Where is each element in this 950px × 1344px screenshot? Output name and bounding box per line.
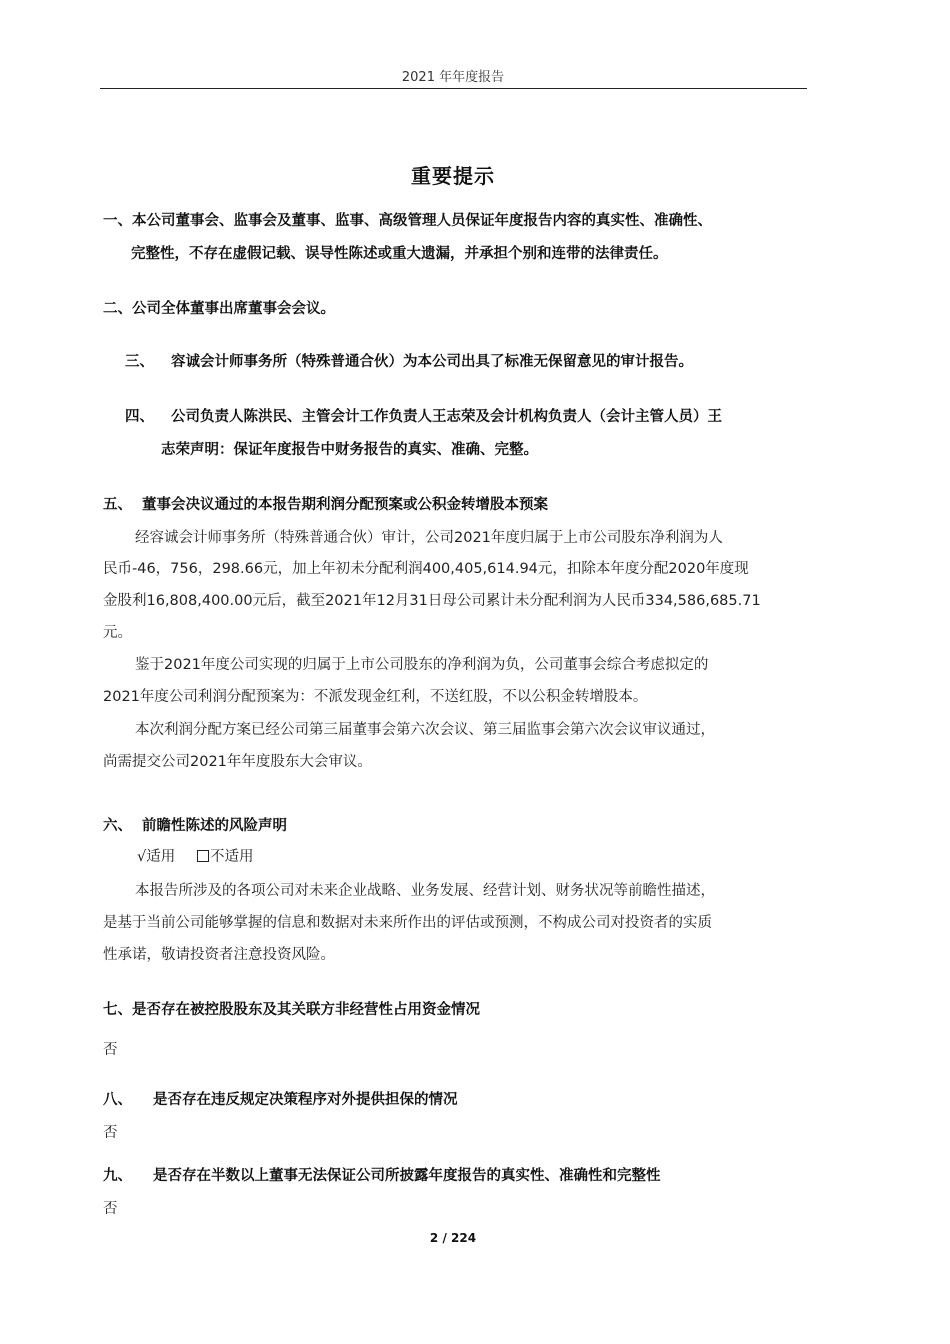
section-4-number: 四、 [125, 409, 154, 425]
empty-checkbox-icon [197, 850, 209, 862]
page-title: 重要提示 [411, 164, 495, 188]
not-applicable-label: 不适用 [210, 849, 254, 865]
section-5-number: 五、 [103, 497, 132, 513]
section-5-p3-line-1: 本次利润分配方案已经公司第三届董事会第六次会议、第三届监事会第六次会议审议通过， [135, 722, 715, 738]
header-rule [100, 88, 807, 89]
section-4-line-2: 志荣声明：保证年度报告中财务报告的真实、准确、完整。 [161, 442, 538, 458]
section-6-p-line-2: 是基于当前公司能够掌握的信息和数据对未来所作出的评估或预测，不构成公司对投资者的实质 [103, 915, 712, 931]
section-4-line-1: 公司负责人陈洪民、主管会计工作负责人王志荣及会计机构负责人（会计主管人员）王 [171, 409, 722, 425]
section-7-heading: 七、是否存在被控股股东及其关联方非经营性占用资金情况 [103, 1002, 480, 1018]
section-8-answer: 否 [103, 1125, 118, 1141]
section-9-heading: 是否存在半数以上董事无法保证公司所披露年度报告的真实性、准确性和完整性 [153, 1168, 661, 1184]
section-6-p-line-1: 本报告所涉及的各项公司对未来企业战略、业务发展、经营计划、财务状况等前瞻性描述， [135, 883, 715, 899]
section-6-number: 六、 [103, 818, 132, 834]
section-5-p1-line-3: 金股利16,808,400.00元后，截至2021年12月31日母公司累计未分配利润为人民币334,586,685.71 [103, 593, 761, 609]
section-6-p-line-3: 性承诺，敬请投资者注意投资风险。 [103, 947, 335, 963]
section-1-line-2: 完整性，不存在虚假记载、误导性陈述或重大遗漏，并承担个别和连带的法律责任。 [131, 246, 668, 262]
section-5-heading: 董事会决议通过的本报告期利润分配预案或公积金转增股本预案 [142, 497, 548, 513]
not-applicable-option [197, 843, 254, 872]
section-8-heading: 是否存在违反规定决策程序对外提供担保的情况 [153, 1092, 458, 1108]
section-3-text: 容诚会计师事务所（特殊普通合伙）为本公司出具了标准无保留意见的审计报告。 [171, 354, 693, 370]
section-5-p3-line-2: 尚需提交公司2021年年度股东大会审议。 [103, 754, 372, 770]
page-number: 2 / 224 [429, 1231, 477, 1245]
section-5-p2-line-2: 2021年度公司利润分配预案为：不派发现金红利，不送红股，不以公积金转增股本。 [103, 689, 648, 705]
section-8-number: 八、 [103, 1092, 132, 1108]
section-6-heading: 前瞻性陈述的风险声明 [142, 818, 287, 834]
section-2: 二、公司全体董事出席董事会会议。 [103, 301, 335, 317]
section-5-p2-line-1: 鉴于2021年度公司实现的归属于上市公司股东的净利润为负，公司董事会综合考虑拟定的 [135, 657, 709, 673]
section-3-number: 三、 [125, 354, 154, 370]
section-7-answer: 否 [103, 1042, 118, 1058]
section-9-number: 九、 [103, 1168, 132, 1184]
section-5-p1-line-1: 经容诚会计师事务所（特殊普通合伙）审计，公司2021年度归属于上市公司股东净利润为人 [135, 530, 723, 546]
section-5-p1-line-2: 民币-46，756，298.66元，加上年初未分配利润400,405,614.94元，扣除本年度分配2020年度现 [103, 561, 749, 577]
section-9-answer: 否 [103, 1201, 118, 1217]
section-5-p1-line-4: 元。 [103, 625, 132, 641]
section-1-line-1: 一、本公司董事会、监事会及董事、监事、高级管理人员保证年度报告内容的真实性、准确性、 [103, 213, 712, 229]
running-header: 2021 年年度报告 [401, 70, 505, 85]
applicable-option: √适用 [137, 849, 176, 865]
